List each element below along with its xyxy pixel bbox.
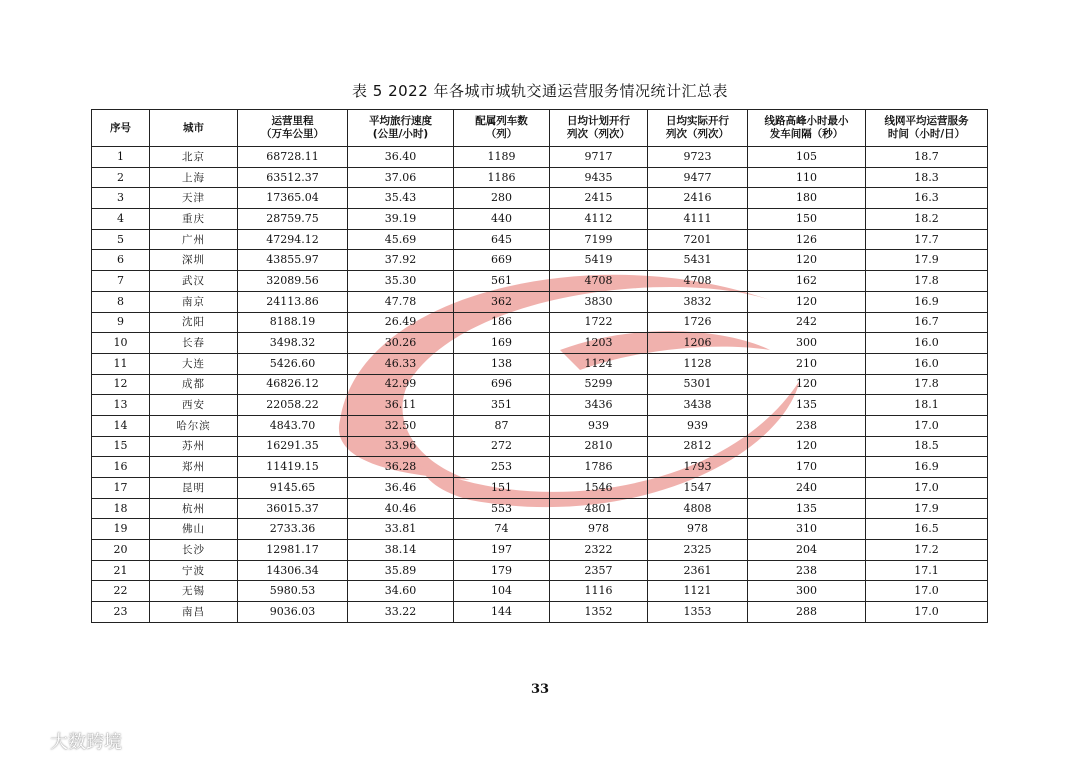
cell-city: 长沙 [150, 540, 238, 561]
header-city [150, 110, 238, 147]
cell-service-hours: 16.3 [866, 188, 988, 209]
cell-min-headway: 288 [748, 602, 866, 623]
cell-min-headway: 162 [748, 271, 866, 292]
cell-average-speed: 30.26 [348, 333, 454, 354]
table-row [92, 333, 988, 354]
cell-min-headway: 300 [748, 333, 866, 354]
cell-service-hours: 17.0 [866, 602, 988, 623]
cell-index: 6 [92, 250, 150, 271]
cell-city: 佛山 [150, 519, 238, 540]
footer-brand [6, 728, 122, 754]
table-row [92, 312, 988, 333]
table-row [92, 540, 988, 561]
table-row [92, 353, 988, 374]
cell-service-hours: 17.0 [866, 415, 988, 436]
cell-index: 19 [92, 519, 150, 540]
cell-service-hours: 17.8 [866, 271, 988, 292]
cell-service-hours: 16.5 [866, 519, 988, 540]
cell-average-speed: 36.40 [348, 147, 454, 168]
header-actual-runs-line: 日均实际开行 [666, 115, 729, 127]
cell-average-speed: 35.30 [348, 271, 454, 292]
cell-service-hours: 17.1 [866, 560, 988, 581]
cell-city: 无锡 [150, 581, 238, 602]
cell-planned-runs: 2322 [550, 540, 648, 561]
cell-operating-mileage: 8188.19 [238, 312, 348, 333]
cell-index: 5 [92, 229, 150, 250]
cell-actual-runs: 1128 [648, 353, 748, 374]
table-row [92, 436, 988, 457]
cell-min-headway: 180 [748, 188, 866, 209]
cell-min-headway: 204 [748, 540, 866, 561]
cell-index: 17 [92, 478, 150, 499]
cell-planned-runs: 4801 [550, 498, 648, 519]
cell-city: 南京 [150, 291, 238, 312]
cell-operating-mileage: 11419.15 [238, 457, 348, 478]
table-row [92, 209, 988, 230]
cell-assigned-trains: 151 [454, 478, 550, 499]
cell-assigned-trains: 197 [454, 540, 550, 561]
cell-index: 11 [92, 353, 150, 374]
cell-service-hours: 16.9 [866, 291, 988, 312]
cell-actual-runs: 1547 [648, 478, 748, 499]
cell-planned-runs: 9717 [550, 147, 648, 168]
cell-city: 北京 [150, 147, 238, 168]
cell-assigned-trains: 138 [454, 353, 550, 374]
cell-min-headway: 238 [748, 415, 866, 436]
cell-min-headway: 210 [748, 353, 866, 374]
cell-operating-mileage: 3498.32 [238, 333, 348, 354]
cell-operating-mileage: 2733.36 [238, 519, 348, 540]
cell-operating-mileage: 47294.12 [238, 229, 348, 250]
header-actual-runs [648, 110, 748, 147]
cell-planned-runs: 1124 [550, 353, 648, 374]
cell-operating-mileage: 68728.11 [238, 147, 348, 168]
cell-city: 西安 [150, 395, 238, 416]
cell-average-speed: 33.22 [348, 602, 454, 623]
cell-assigned-trains: 144 [454, 602, 550, 623]
cell-service-hours: 18.5 [866, 436, 988, 457]
cell-planned-runs: 5299 [550, 374, 648, 395]
cell-city: 武汉 [150, 271, 238, 292]
cell-service-hours: 17.7 [866, 229, 988, 250]
cell-planned-runs: 1116 [550, 581, 648, 602]
cell-planned-runs: 2357 [550, 560, 648, 581]
cell-city: 广州 [150, 229, 238, 250]
cell-actual-runs: 5431 [648, 250, 748, 271]
cell-assigned-trains: 669 [454, 250, 550, 271]
cell-assigned-trains: 87 [454, 415, 550, 436]
cell-average-speed: 37.92 [348, 250, 454, 271]
table-row [92, 498, 988, 519]
cell-index: 4 [92, 209, 150, 230]
cell-service-hours: 18.1 [866, 395, 988, 416]
header-operating-mileage [238, 110, 348, 147]
cell-min-headway: 126 [748, 229, 866, 250]
cell-planned-runs: 1546 [550, 478, 648, 499]
table-row [92, 250, 988, 271]
cell-city: 杭州 [150, 498, 238, 519]
cell-average-speed: 46.33 [348, 353, 454, 374]
cell-index: 2 [92, 167, 150, 188]
table-row [92, 602, 988, 623]
cell-actual-runs: 1793 [648, 457, 748, 478]
cell-city: 昆明 [150, 478, 238, 499]
cell-city: 郑州 [150, 457, 238, 478]
cell-operating-mileage: 24113.86 [238, 291, 348, 312]
cell-average-speed: 40.46 [348, 498, 454, 519]
cell-assigned-trains: 351 [454, 395, 550, 416]
cell-assigned-trains: 561 [454, 271, 550, 292]
cell-index: 7 [92, 271, 150, 292]
cell-assigned-trains: 253 [454, 457, 550, 478]
cell-planned-runs: 1722 [550, 312, 648, 333]
cell-min-headway: 120 [748, 291, 866, 312]
cell-operating-mileage: 5426.60 [238, 353, 348, 374]
cell-assigned-trains: 1186 [454, 167, 550, 188]
header-min-headway-line: 发车间隔（秒） [769, 128, 844, 140]
cell-service-hours: 18.7 [866, 147, 988, 168]
cell-min-headway: 135 [748, 395, 866, 416]
cell-average-speed: 36.46 [348, 478, 454, 499]
cell-actual-runs: 939 [648, 415, 748, 436]
table-row [92, 395, 988, 416]
cell-planned-runs: 939 [550, 415, 648, 436]
cell-city: 天津 [150, 188, 238, 209]
cell-service-hours: 17.9 [866, 250, 988, 271]
cell-index: 9 [92, 312, 150, 333]
cell-planned-runs: 5419 [550, 250, 648, 271]
cell-planned-runs: 4708 [550, 271, 648, 292]
cell-min-headway: 242 [748, 312, 866, 333]
cell-min-headway: 135 [748, 498, 866, 519]
table-header-row [92, 110, 988, 147]
table-row [92, 188, 988, 209]
cell-average-speed: 45.69 [348, 229, 454, 250]
cell-operating-mileage: 12981.17 [238, 540, 348, 561]
cell-actual-runs: 9723 [648, 147, 748, 168]
cell-actual-runs: 4111 [648, 209, 748, 230]
cell-average-speed: 42.99 [348, 374, 454, 395]
cell-min-headway: 120 [748, 436, 866, 457]
header-assigned-trains [454, 110, 550, 147]
cell-min-headway: 120 [748, 374, 866, 395]
cell-planned-runs: 2810 [550, 436, 648, 457]
table-row [92, 478, 988, 499]
cell-operating-mileage: 4843.70 [238, 415, 348, 436]
cell-actual-runs: 1121 [648, 581, 748, 602]
table-row [92, 415, 988, 436]
table-row [92, 147, 988, 168]
header-operating-mileage-line: 运营里程 [271, 115, 314, 127]
cell-service-hours: 16.0 [866, 333, 988, 354]
cell-index: 21 [92, 560, 150, 581]
table-row [92, 560, 988, 581]
page-number: 33 [530, 682, 550, 697]
cell-min-headway: 105 [748, 147, 866, 168]
cell-average-speed: 26.49 [348, 312, 454, 333]
cell-actual-runs: 2812 [648, 436, 748, 457]
cell-min-headway: 150 [748, 209, 866, 230]
cell-index: 3 [92, 188, 150, 209]
cell-operating-mileage: 46826.12 [238, 374, 348, 395]
header-planned-runs [550, 110, 648, 147]
cell-index: 16 [92, 457, 150, 478]
header-min-headway [748, 110, 866, 147]
cell-index: 20 [92, 540, 150, 561]
table-row [92, 291, 988, 312]
cell-index: 14 [92, 415, 150, 436]
cell-average-speed: 47.78 [348, 291, 454, 312]
table-row [92, 581, 988, 602]
table-row [92, 229, 988, 250]
cell-service-hours: 16.0 [866, 353, 988, 374]
cell-assigned-trains: 272 [454, 436, 550, 457]
header-operating-mileage-line: （万车公里） [261, 128, 324, 140]
header-average-speed-line: 平均旅行速度 [369, 115, 432, 127]
cell-actual-runs: 1206 [648, 333, 748, 354]
header-average-speed [348, 110, 454, 147]
cell-average-speed: 32.50 [348, 415, 454, 436]
cell-actual-runs: 1353 [648, 602, 748, 623]
cell-assigned-trains: 1189 [454, 147, 550, 168]
cell-min-headway: 110 [748, 167, 866, 188]
header-index [92, 110, 150, 147]
cell-min-headway: 238 [748, 560, 866, 581]
cell-city: 长春 [150, 333, 238, 354]
cell-average-speed: 33.81 [348, 519, 454, 540]
cell-assigned-trains: 104 [454, 581, 550, 602]
cell-city: 上海 [150, 167, 238, 188]
header-assigned-trains-line: （列） [485, 128, 518, 140]
cell-planned-runs: 1786 [550, 457, 648, 478]
cell-city: 深圳 [150, 250, 238, 271]
header-average-speed-line: (公里/小时) [372, 128, 429, 140]
cell-actual-runs: 2361 [648, 560, 748, 581]
cell-planned-runs: 2415 [550, 188, 648, 209]
cell-min-headway: 310 [748, 519, 866, 540]
table-row [92, 167, 988, 188]
cell-min-headway: 300 [748, 581, 866, 602]
cell-min-headway: 170 [748, 457, 866, 478]
cell-service-hours: 16.9 [866, 457, 988, 478]
cell-assigned-trains: 553 [454, 498, 550, 519]
cell-service-hours: 17.8 [866, 374, 988, 395]
header-city-line: 城市 [183, 121, 204, 134]
table-row [92, 374, 988, 395]
cell-city: 南昌 [150, 602, 238, 623]
cell-actual-runs: 2325 [648, 540, 748, 561]
cell-index: 8 [92, 291, 150, 312]
header-service-hours [866, 110, 988, 147]
cell-average-speed: 39.19 [348, 209, 454, 230]
cell-planned-runs: 1352 [550, 602, 648, 623]
cell-operating-mileage: 9145.65 [238, 478, 348, 499]
cell-city: 成都 [150, 374, 238, 395]
cell-index: 15 [92, 436, 150, 457]
table-row [92, 519, 988, 540]
header-actual-runs-line: 列次（列次） [666, 128, 729, 140]
cell-city: 宁波 [150, 560, 238, 581]
cell-operating-mileage: 36015.37 [238, 498, 348, 519]
table-row [92, 457, 988, 478]
footer-brand-text: 大数跨境 [50, 732, 122, 753]
header-index-line: 序号 [110, 121, 131, 134]
cell-index: 22 [92, 581, 150, 602]
cell-assigned-trains: 186 [454, 312, 550, 333]
cell-service-hours: 17.2 [866, 540, 988, 561]
cell-planned-runs: 7199 [550, 229, 648, 250]
cell-average-speed: 36.11 [348, 395, 454, 416]
cell-service-hours: 17.9 [866, 498, 988, 519]
cell-service-hours: 17.0 [866, 581, 988, 602]
cell-index: 12 [92, 374, 150, 395]
cell-service-hours: 18.2 [866, 209, 988, 230]
cell-assigned-trains: 280 [454, 188, 550, 209]
cell-actual-runs: 2416 [648, 188, 748, 209]
cell-city: 大连 [150, 353, 238, 374]
cell-average-speed: 34.60 [348, 581, 454, 602]
cell-actual-runs: 1726 [648, 312, 748, 333]
cell-city: 沈阳 [150, 312, 238, 333]
cell-actual-runs: 3438 [648, 395, 748, 416]
cell-planned-runs: 978 [550, 519, 648, 540]
cell-index: 13 [92, 395, 150, 416]
cell-assigned-trains: 74 [454, 519, 550, 540]
cell-assigned-trains: 440 [454, 209, 550, 230]
cell-operating-mileage: 14306.34 [238, 560, 348, 581]
cell-operating-mileage: 28759.75 [238, 209, 348, 230]
cell-actual-runs: 5301 [648, 374, 748, 395]
cell-operating-mileage: 17365.04 [238, 188, 348, 209]
cell-actual-runs: 4808 [648, 498, 748, 519]
cell-operating-mileage: 22058.22 [238, 395, 348, 416]
cell-assigned-trains: 645 [454, 229, 550, 250]
cell-average-speed: 35.43 [348, 188, 454, 209]
cell-actual-runs: 978 [648, 519, 748, 540]
header-min-headway-line: 线路高峰小时最小 [764, 115, 849, 127]
header-planned-runs-line: 列次（列次） [567, 128, 630, 140]
cell-planned-runs: 3830 [550, 291, 648, 312]
cell-min-headway: 240 [748, 478, 866, 499]
cell-index: 10 [92, 333, 150, 354]
cell-index: 18 [92, 498, 150, 519]
table-body [92, 147, 988, 623]
cell-operating-mileage: 5980.53 [238, 581, 348, 602]
cell-city: 哈尔滨 [150, 415, 238, 436]
cell-assigned-trains: 696 [454, 374, 550, 395]
cell-city: 苏州 [150, 436, 238, 457]
header-planned-runs-line: 日均计划开行 [567, 115, 630, 127]
cell-city: 重庆 [150, 209, 238, 230]
cell-average-speed: 36.28 [348, 457, 454, 478]
cell-average-speed: 38.14 [348, 540, 454, 561]
table-title: 表 5 2022 年各城市城轨交通运营服务情况统计汇总表 [351, 82, 729, 100]
cell-planned-runs: 4112 [550, 209, 648, 230]
cell-planned-runs: 1203 [550, 333, 648, 354]
header-assigned-trains-line: 配属列车数 [475, 115, 528, 127]
header-service-hours-line: 时间（小时/日） [887, 128, 966, 140]
statistics-table [91, 109, 988, 623]
cell-operating-mileage: 43855.97 [238, 250, 348, 271]
cell-planned-runs: 3436 [550, 395, 648, 416]
cell-assigned-trains: 169 [454, 333, 550, 354]
cell-service-hours: 16.7 [866, 312, 988, 333]
header-service-hours-line: 线网平均运营服务 [884, 115, 969, 127]
cell-actual-runs: 4708 [648, 271, 748, 292]
cell-actual-runs: 7201 [648, 229, 748, 250]
cell-average-speed: 35.89 [348, 560, 454, 581]
cell-index: 23 [92, 602, 150, 623]
cell-planned-runs: 9435 [550, 167, 648, 188]
table-row [92, 271, 988, 292]
cell-actual-runs: 3832 [648, 291, 748, 312]
cell-operating-mileage: 32089.56 [238, 271, 348, 292]
cell-service-hours: 17.0 [866, 478, 988, 499]
cell-service-hours: 18.3 [866, 167, 988, 188]
cell-actual-runs: 9477 [648, 167, 748, 188]
speech-bubble-logo-icon [6, 730, 46, 752]
cell-operating-mileage: 63512.37 [238, 167, 348, 188]
cell-min-headway: 120 [748, 250, 866, 271]
cell-operating-mileage: 16291.35 [238, 436, 348, 457]
cell-average-speed: 33.96 [348, 436, 454, 457]
cell-operating-mileage: 9036.03 [238, 602, 348, 623]
cell-assigned-trains: 362 [454, 291, 550, 312]
cell-average-speed: 37.06 [348, 167, 454, 188]
cell-assigned-trains: 179 [454, 560, 550, 581]
cell-index: 1 [92, 147, 150, 168]
